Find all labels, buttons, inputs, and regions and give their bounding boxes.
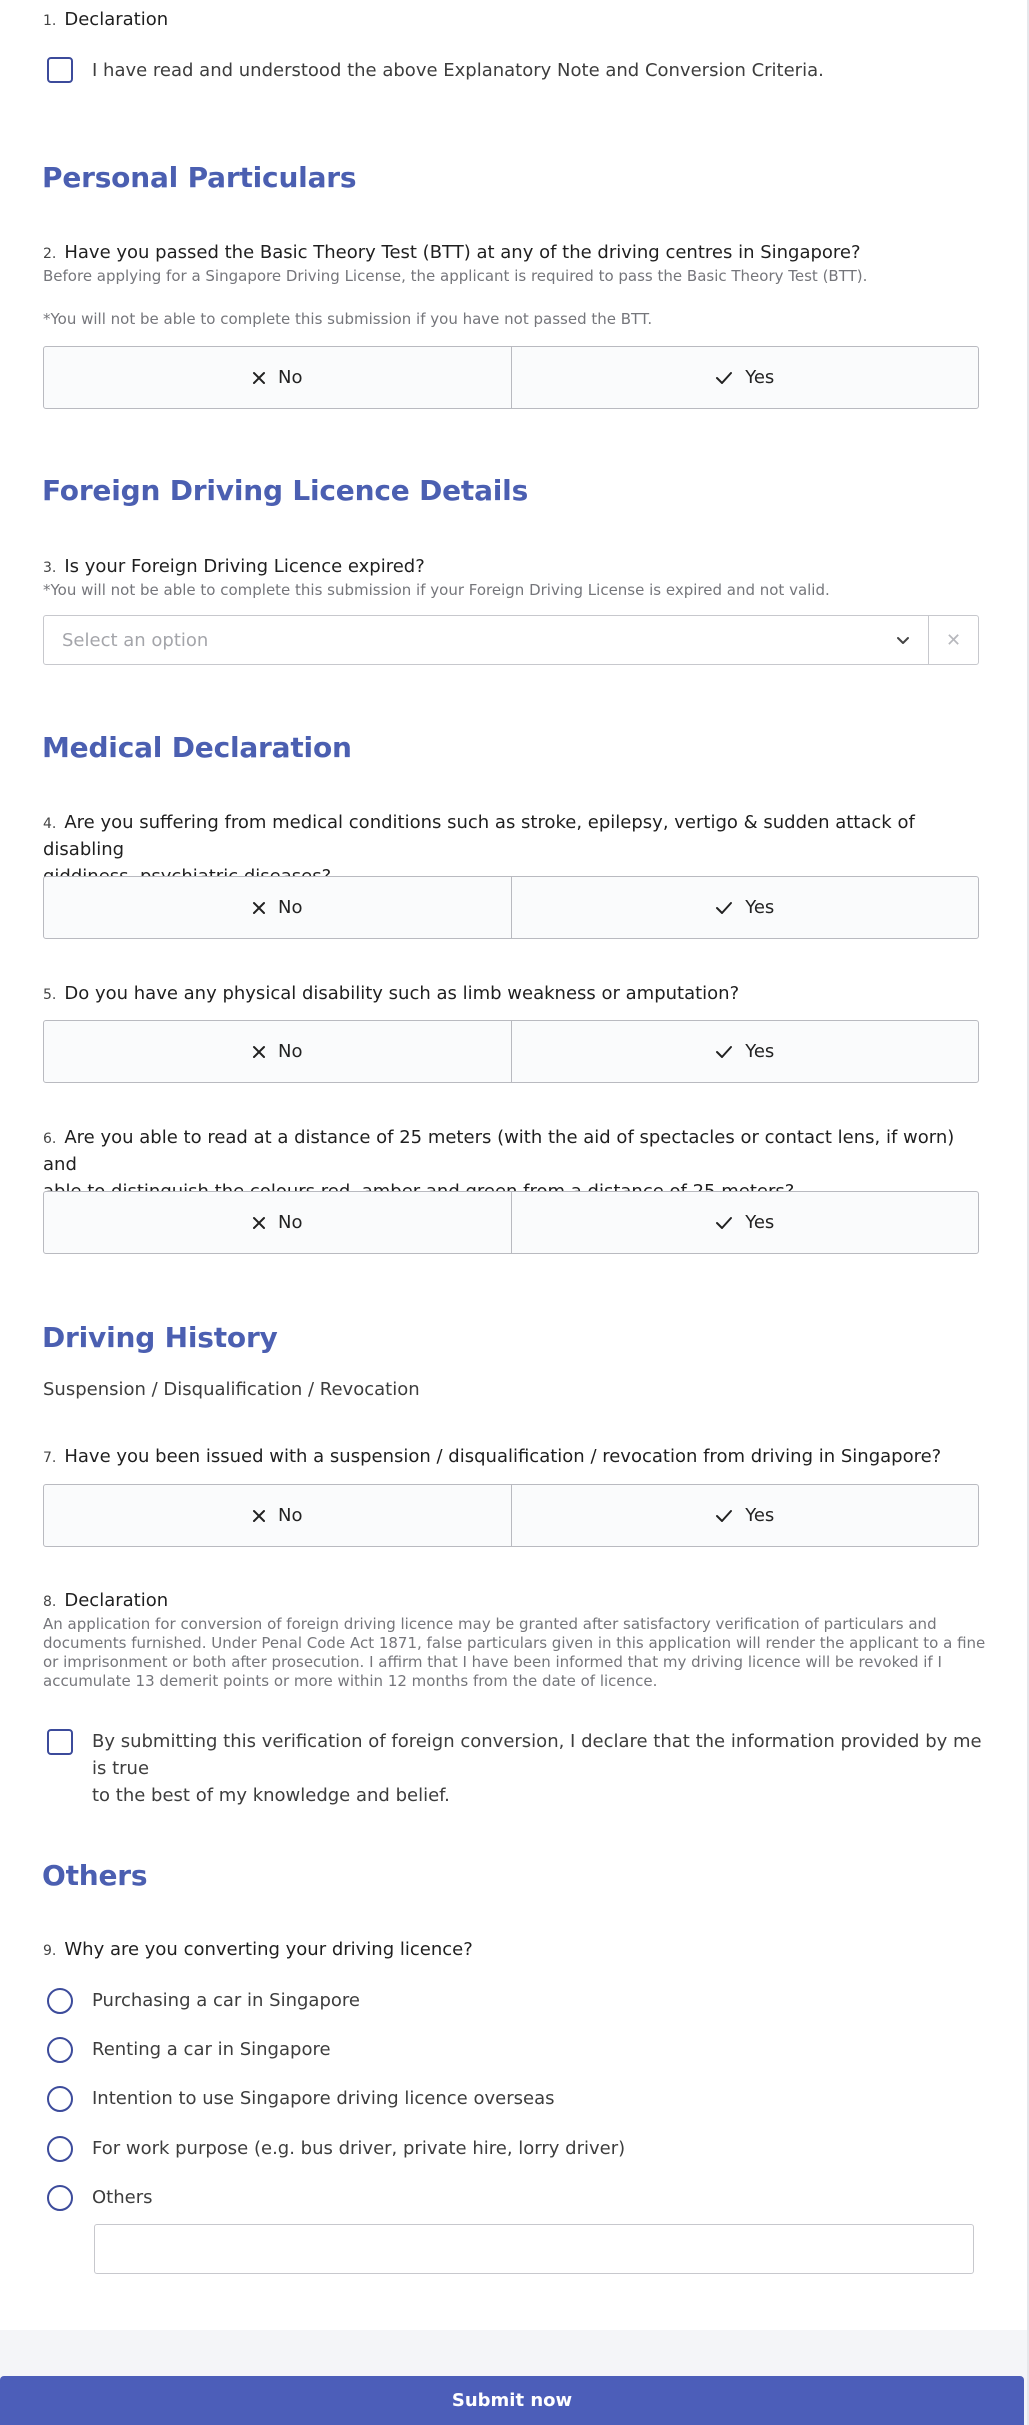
question-title: Do you have any physical disability such as limb weakness or amputation? — [64, 983, 740, 1004]
question-1-header — [43, 6, 168, 33]
no-label: No — [278, 1212, 303, 1233]
no-label: No — [278, 367, 303, 388]
question-title: Declaration — [64, 9, 169, 30]
declaration-checkbox-label-line-2: to the best of my knowledge and belief. — [92, 1785, 450, 1806]
check-icon — [715, 1509, 733, 1523]
question-number: 5. — [43, 987, 57, 1003]
no-button[interactable] — [44, 1021, 511, 1082]
licence-expired-dropdown[interactable] — [44, 616, 928, 664]
declaration-text — [43, 1615, 993, 1691]
no-button[interactable] — [44, 877, 511, 938]
question-2-warning: *You will not be able to complete this submission if you have not passed the BTT. — [43, 310, 653, 328]
x-icon — [252, 1045, 266, 1059]
select-placeholder: Select an option — [62, 629, 209, 651]
section-title-foreign-driving-licence: Foreign Driving Licence Details — [42, 474, 529, 507]
declaration-line: An application for conversion of foreign driving licence may be granted after satisfactory verification of particulars and — [43, 1615, 937, 1633]
btt-passed-toggle — [43, 346, 979, 409]
licence-expired-select — [43, 615, 979, 665]
yes-button[interactable] — [511, 877, 979, 938]
clear-selection-button[interactable] — [928, 616, 978, 664]
declaration-line: accumulate 13 demerit points or more within 12 months from the date of licence. — [43, 1672, 658, 1690]
reason-radio-work[interactable] — [47, 2136, 73, 2162]
question-8-header — [43, 1587, 168, 1614]
no-label: No — [278, 1041, 303, 1062]
no-button[interactable] — [44, 1485, 511, 1546]
close-icon: ✕ — [945, 629, 962, 651]
declaration-checkbox-label[interactable] — [92, 1728, 992, 1809]
yes-button[interactable] — [511, 1192, 979, 1253]
question-title: Is your Foreign Driving Licence expired? — [64, 556, 425, 577]
question-7-header — [43, 1443, 941, 1470]
yes-button[interactable] — [511, 1485, 979, 1546]
no-label: No — [278, 897, 303, 918]
check-icon — [715, 901, 733, 915]
section-title-personal-particulars: Personal Particulars — [42, 161, 357, 194]
question-title: Declaration — [64, 1590, 169, 1611]
reason-label-overseas[interactable]: Intention to use Singapore driving licence overseas — [92, 2088, 555, 2109]
reason-label-renting[interactable]: Renting a car in Singapore — [92, 2039, 331, 2060]
no-button[interactable] — [44, 347, 511, 408]
question-number: 4. — [43, 816, 57, 832]
question-2-header — [43, 239, 861, 266]
yes-label: Yes — [745, 1505, 775, 1526]
vision-test-toggle — [43, 1191, 979, 1254]
explanatory-note-checkbox[interactable] — [47, 57, 73, 83]
question-title: Have you been issued with a suspension / disqualification / revocation from driving in Singapore? — [64, 1446, 942, 1467]
yes-button[interactable] — [511, 1021, 979, 1082]
question-title-line-1: Are you suffering from medical conditions such as stroke, epilepsy, vertigo & sudden attack of disabling — [43, 812, 915, 860]
x-icon — [252, 1509, 266, 1523]
no-button[interactable] — [44, 1192, 511, 1253]
chevron-down-icon — [896, 635, 910, 645]
question-9-header — [43, 1936, 473, 1963]
question-5-header — [43, 980, 739, 1007]
x-icon — [252, 371, 266, 385]
reason-radio-renting[interactable] — [47, 2037, 73, 2063]
question-number: 6. — [43, 1131, 57, 1147]
declaration-line: or imprisonment or both after prosecution. I affirm that I have been informed that my driving licence will be revoked if I — [43, 1653, 942, 1671]
x-icon — [252, 901, 266, 915]
question-number: 7. — [43, 1450, 57, 1466]
question-number: 1. — [43, 13, 57, 29]
section-title-driving-history: Driving History — [42, 1321, 278, 1354]
question-number: 9. — [43, 1943, 57, 1959]
question-3-header — [43, 553, 425, 580]
physical-disability-toggle — [43, 1020, 979, 1083]
section-title-medical-declaration: Medical Declaration — [42, 731, 352, 764]
question-number: 2. — [43, 246, 57, 262]
yes-label: Yes — [745, 1212, 775, 1233]
declaration-checkbox-label-line-1: By submitting this verification of foreign conversion, I declare that the information provided by me is true — [92, 1731, 982, 1779]
medical-conditions-toggle — [43, 876, 979, 939]
yes-label: Yes — [745, 367, 775, 388]
yes-label: Yes — [745, 1041, 775, 1062]
suspension-history-toggle — [43, 1484, 979, 1547]
question-number: 3. — [43, 560, 57, 576]
check-icon — [715, 1216, 733, 1230]
question-3-warning: *You will not be able to complete this submission if your Foreign Driving License is expired and not valid. — [43, 581, 830, 599]
submit-button[interactable] — [0, 2376, 1024, 2425]
question-2-description: Before applying for a Singapore Driving License, the applicant is required to pass the Basic Theory Test (BTT). — [43, 267, 868, 285]
reason-label-work[interactable]: For work purpose (e.g. bus driver, private hire, lorry driver) — [92, 2138, 626, 2159]
declaration-checkbox[interactable] — [47, 1729, 73, 1755]
declaration-line: documents furnished. Under Penal Code Act 1871, false particulars given in this application will render the applicant to a fine — [43, 1634, 986, 1652]
question-title-line-1: Are you able to read at a distance of 25 meters (with the aid of spectacles or contact lens, if worn) and — [43, 1127, 955, 1175]
reason-label-others[interactable]: Others — [92, 2187, 153, 2208]
explanatory-note-checkbox-label[interactable]: I have read and understood the above Explanatory Note and Conversion Criteria. — [92, 60, 824, 81]
question-title: Why are you converting your driving licence? — [64, 1939, 473, 1960]
others-reason-input[interactable] — [94, 2224, 974, 2274]
section-title-others: Others — [42, 1859, 148, 1892]
yes-label: Yes — [745, 897, 775, 918]
question-number: 8. — [43, 1594, 57, 1610]
check-icon — [715, 371, 733, 385]
yes-button[interactable] — [511, 347, 979, 408]
driving-history-subtitle: Suspension / Disqualification / Revocation — [43, 1379, 420, 1400]
no-label: No — [278, 1505, 303, 1526]
x-icon — [252, 1216, 266, 1230]
reason-radio-overseas[interactable] — [47, 2086, 73, 2112]
check-icon — [715, 1045, 733, 1059]
question-title: Have you passed the Basic Theory Test (BTT) at any of the driving centres in Singapore? — [64, 242, 861, 263]
reason-radio-others[interactable] — [47, 2185, 73, 2211]
submit-label: Submit now — [451, 2390, 573, 2411]
reason-radio-purchasing[interactable] — [47, 1988, 73, 2014]
reason-label-purchasing[interactable]: Purchasing a car in Singapore — [92, 1990, 360, 2011]
